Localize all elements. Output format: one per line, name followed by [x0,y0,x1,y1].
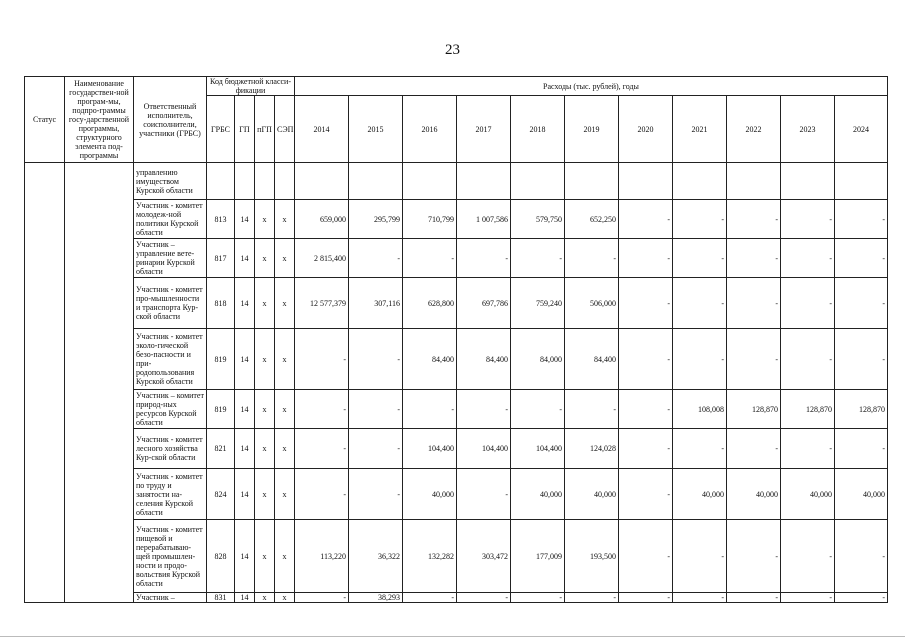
name-cell [65,163,134,603]
value-cell [673,163,727,200]
value-cell: 295,799 [349,200,403,239]
table-row [25,329,888,390]
responsible-cell: Участник - комитет молодеж-ной политики Курской области [134,200,207,239]
value-cell: - [349,329,403,390]
value-cell: - [727,593,781,603]
value-cell: - [619,520,673,593]
value-cell: 128,870 [781,390,835,429]
pgp-cell: х [255,593,275,603]
gp-cell: 14 [235,390,255,429]
grbs-cell: 831 [207,593,235,603]
value-cell: 104,400 [457,429,511,469]
value-cell: - [619,390,673,429]
pgp-cell: х [255,329,275,390]
responsible-cell: Участник – [134,593,207,603]
header-year: 2022 [727,96,781,163]
value-cell: 2 815,400 [295,239,349,278]
value-cell: - [619,593,673,603]
value-cell: - [727,520,781,593]
value-cell: - [781,329,835,390]
value-cell: 177,009 [511,520,565,593]
value-cell: - [403,239,457,278]
table-row [25,520,888,593]
value-cell: 40,000 [673,469,727,520]
value-cell: 36,322 [349,520,403,593]
sep-cell: х [275,278,295,329]
header-year: 2018 [511,96,565,163]
value-cell: - [565,593,619,603]
value-cell: - [781,239,835,278]
grbs-cell: 821 [207,429,235,469]
responsible-cell: Участник – управление вете-ринарии Курской области [134,239,207,278]
status-cell [25,163,65,603]
value-cell: - [835,593,888,603]
value-cell: 84,400 [403,329,457,390]
value-cell: - [781,593,835,603]
value-cell: - [781,278,835,329]
value-cell: 710,799 [403,200,457,239]
value-cell [727,163,781,200]
grbs-cell: 819 [207,329,235,390]
gp-cell: 14 [235,593,255,603]
responsible-cell: Участник – комитет природ-ных ресурсов Курской области [134,390,207,429]
value-cell: - [727,239,781,278]
gp-cell: 14 [235,429,255,469]
value-cell: 128,870 [727,390,781,429]
value-cell: - [727,429,781,469]
header-responsible: Ответственный исполнитель, соисполнители, участники (ГРБС) [134,77,207,163]
table-row [25,239,888,278]
header-year: 2020 [619,96,673,163]
value-cell: - [349,429,403,469]
value-cell: - [835,520,888,593]
value-cell: 84,400 [457,329,511,390]
sep-cell: х [275,200,295,239]
sep-cell: х [275,239,295,278]
grbs-cell: 828 [207,520,235,593]
value-cell: 40,000 [511,469,565,520]
header-year: 2023 [781,96,835,163]
value-cell [295,163,349,200]
value-cell: 506,000 [565,278,619,329]
value-cell: 659,000 [295,200,349,239]
value-cell: 84,400 [565,329,619,390]
header-code-col: СЭП [275,96,295,163]
header-year: 2014 [295,96,349,163]
value-cell: 124,028 [565,429,619,469]
value-cell: - [781,429,835,469]
responsible-cell: Участник - комитет лесного хозяйства Кур-ской области [134,429,207,469]
sep-cell: х [275,520,295,593]
pgp-cell: х [255,390,275,429]
page-number: 23 [445,42,460,58]
sep-cell: х [275,469,295,520]
sep-cell: х [275,329,295,390]
header-budget-code: Код бюджетной класси-фикации [207,77,295,96]
value-cell: 759,240 [511,278,565,329]
header-year: 2019 [565,96,619,163]
value-cell: - [457,593,511,603]
value-cell [835,163,888,200]
value-cell: 697,786 [457,278,511,329]
value-cell: - [565,390,619,429]
value-cell: - [727,200,781,239]
table-row [25,278,888,329]
value-cell: 579,750 [511,200,565,239]
value-cell: - [835,429,888,469]
table-row [25,390,888,429]
value-cell: - [673,329,727,390]
value-cell: - [619,329,673,390]
value-cell: 1 007,586 [457,200,511,239]
value-cell [619,163,673,200]
value-cell: - [619,200,673,239]
grbs-cell: 819 [207,390,235,429]
pgp-cell: х [255,520,275,593]
value-cell: - [295,429,349,469]
header-name: Наименование государствен-ной програм-мы, подпро-граммы госу-дарственной программы, структурного элемента под-программы [65,77,134,163]
value-cell: - [835,278,888,329]
value-cell: 132,282 [403,520,457,593]
page-bottom-edge [0,636,905,637]
table-row [25,593,888,603]
value-cell: 307,116 [349,278,403,329]
value-cell: 652,250 [565,200,619,239]
table-row [25,429,888,469]
value-cell [781,163,835,200]
value-cell [403,163,457,200]
value-cell: - [619,278,673,329]
value-cell: 40,000 [565,469,619,520]
value-cell: 628,800 [403,278,457,329]
value-cell: - [403,593,457,603]
value-cell: - [619,239,673,278]
header-year: 2017 [457,96,511,163]
value-cell [565,163,619,200]
value-cell: 193,500 [565,520,619,593]
value-cell: - [403,390,457,429]
value-cell: - [673,520,727,593]
gp-cell: 14 [235,520,255,593]
value-cell: - [673,593,727,603]
value-cell: - [349,469,403,520]
sep-cell [275,163,295,200]
table-row [25,163,888,200]
header-expenses: Расходы (тыс. рублей), годы [295,77,888,96]
sep-cell: х [275,593,295,603]
value-cell: - [457,239,511,278]
value-cell: - [781,200,835,239]
value-cell [511,163,565,200]
grbs-cell: 813 [207,200,235,239]
gp-cell [235,163,255,200]
value-cell: 40,000 [727,469,781,520]
value-cell: 12 577,379 [295,278,349,329]
header-year: 2016 [403,96,457,163]
expenses-table [24,76,888,603]
value-cell: - [835,239,888,278]
value-cell [349,163,403,200]
value-cell: 113,220 [295,520,349,593]
pgp-cell: х [255,278,275,329]
value-cell: - [673,200,727,239]
header-year: 2024 [835,96,888,163]
value-cell: - [295,469,349,520]
value-cell: - [457,390,511,429]
value-cell: - [727,329,781,390]
responsible-cell: управлению имуществом Курской области [134,163,207,200]
sep-cell: х [275,390,295,429]
value-cell: - [295,593,349,603]
value-cell: - [511,593,565,603]
grbs-cell [207,163,235,200]
value-cell: - [673,239,727,278]
value-cell: - [349,239,403,278]
value-cell: - [727,278,781,329]
value-cell: - [835,329,888,390]
value-cell: - [457,469,511,520]
value-cell: - [835,200,888,239]
header-year: 2015 [349,96,403,163]
grbs-cell: 817 [207,239,235,278]
value-cell: 38,293 [349,593,403,603]
pgp-cell [255,163,275,200]
header-status: Статус [25,77,65,163]
value-cell: - [511,239,565,278]
gp-cell: 14 [235,200,255,239]
value-cell: - [349,390,403,429]
gp-cell: 14 [235,469,255,520]
table-row [25,200,888,239]
value-cell [457,163,511,200]
header-code-col: ГП [235,96,255,163]
table-row [25,469,888,520]
header-code-col: ГРБС [207,96,235,163]
value-cell: 40,000 [403,469,457,520]
value-cell: - [619,469,673,520]
gp-cell: 14 [235,278,255,329]
value-cell: - [511,390,565,429]
value-cell: 104,400 [403,429,457,469]
responsible-cell: Участник - комитет эколо-гической безо-пасности и при-родопользования Курской области [134,329,207,390]
pgp-cell: х [255,239,275,278]
responsible-cell: Участник - комитет по труду и занятости на-селения Курской области [134,469,207,520]
value-cell: - [781,520,835,593]
value-cell: 108,008 [673,390,727,429]
value-cell: 40,000 [781,469,835,520]
gp-cell: 14 [235,329,255,390]
responsible-cell: Участник - комитет про-мышленности и транспорта Кур-ской области [134,278,207,329]
value-cell: - [295,390,349,429]
sep-cell: х [275,429,295,469]
value-cell: 128,870 [835,390,888,429]
pgp-cell: х [255,200,275,239]
value-cell: 40,000 [835,469,888,520]
value-cell: - [295,329,349,390]
value-cell: 303,472 [457,520,511,593]
value-cell: - [619,429,673,469]
value-cell: - [565,239,619,278]
pgp-cell: х [255,429,275,469]
value-cell: 104,400 [511,429,565,469]
value-cell: 84,000 [511,329,565,390]
gp-cell: 14 [235,239,255,278]
pgp-cell: х [255,469,275,520]
header-year: 2021 [673,96,727,163]
responsible-cell: Участник - комитет пищевой и перерабатываю-щей промышлен-ности и продо-вольствия Курской области [134,520,207,593]
grbs-cell: 818 [207,278,235,329]
value-cell: - [673,429,727,469]
header-code-col: пГП [255,96,275,163]
grbs-cell: 824 [207,469,235,520]
value-cell: - [673,278,727,329]
